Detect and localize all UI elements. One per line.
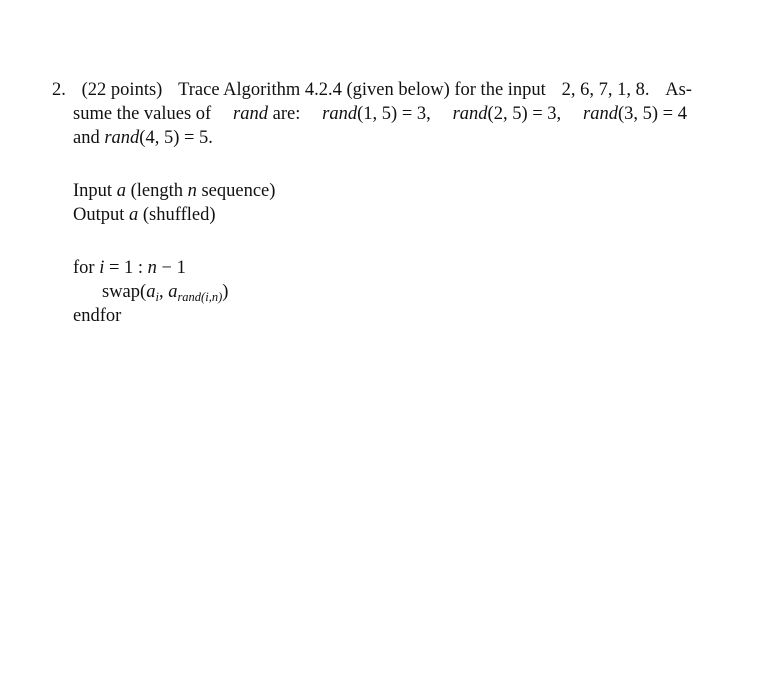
output-desc: (shuffled) [142, 205, 216, 225]
algorithm-io [73, 179, 275, 227]
swap-line [73, 280, 228, 304]
problem-line-2 [52, 102, 687, 126]
swap-arg-a: a [146, 282, 156, 302]
are-text: are: [272, 104, 301, 124]
swap-close-paren: ) [222, 282, 229, 302]
for-keyword: for [73, 258, 95, 278]
swap-function: swap [102, 282, 141, 302]
rand-eq-1: (1, 5) = 3, [357, 104, 431, 124]
input-desc-a: (length [130, 181, 183, 201]
rand-symbol: rand [322, 104, 358, 124]
swap-arg-sub-rand: rand(i,n) [177, 290, 223, 304]
output-line [73, 203, 275, 227]
problem-line-1 [52, 78, 692, 102]
rand-eq-4: (4, 5) = 5. [139, 128, 213, 148]
swap-comma: , [158, 282, 164, 302]
rand-symbol: rand [233, 104, 268, 124]
rand-symbol: rand [583, 104, 618, 124]
problem-statement [52, 78, 692, 150]
loop-bound-var: n [147, 258, 157, 278]
problem-points: (22 points) [81, 80, 163, 100]
problem-line2-text: sume the values of [73, 104, 212, 124]
and-text: and [73, 128, 100, 148]
for-line [73, 256, 228, 280]
input-keyword: Input [73, 181, 113, 201]
loop-variable: i [99, 258, 105, 278]
rand-eq-2: (2, 5) = 3, [487, 104, 562, 124]
problem-line1-text: Trace Algorithm 4.2.4 (given below) for the input [178, 80, 546, 100]
input-desc-b: sequence) [201, 181, 276, 201]
output-variable: a [129, 205, 139, 225]
swap-open-paren: ( [140, 282, 147, 302]
input-length-var: n [187, 181, 197, 201]
rand-symbol: rand [104, 128, 140, 148]
problem-number: 2. [52, 80, 66, 100]
swap-arg-a2: a [168, 282, 178, 302]
problem-line-3 [52, 126, 692, 150]
hyphenation-fragment: As- [665, 80, 692, 100]
algorithm-body [73, 256, 228, 328]
input-line [73, 179, 275, 203]
rand-symbol: rand [452, 104, 488, 124]
loop-range-b: − 1 [161, 258, 186, 278]
input-sequence: 2, 6, 7, 1, 8. [561, 80, 650, 100]
endfor-keyword: endfor [73, 306, 122, 326]
rand-eq-3: (3, 5) = 4 [617, 104, 687, 124]
loop-range-a: = 1 : [108, 258, 144, 278]
output-keyword: Output [73, 205, 125, 225]
endfor-line [73, 304, 228, 328]
swap-arg-sub-i: i [155, 290, 159, 304]
input-variable: a [116, 181, 126, 201]
